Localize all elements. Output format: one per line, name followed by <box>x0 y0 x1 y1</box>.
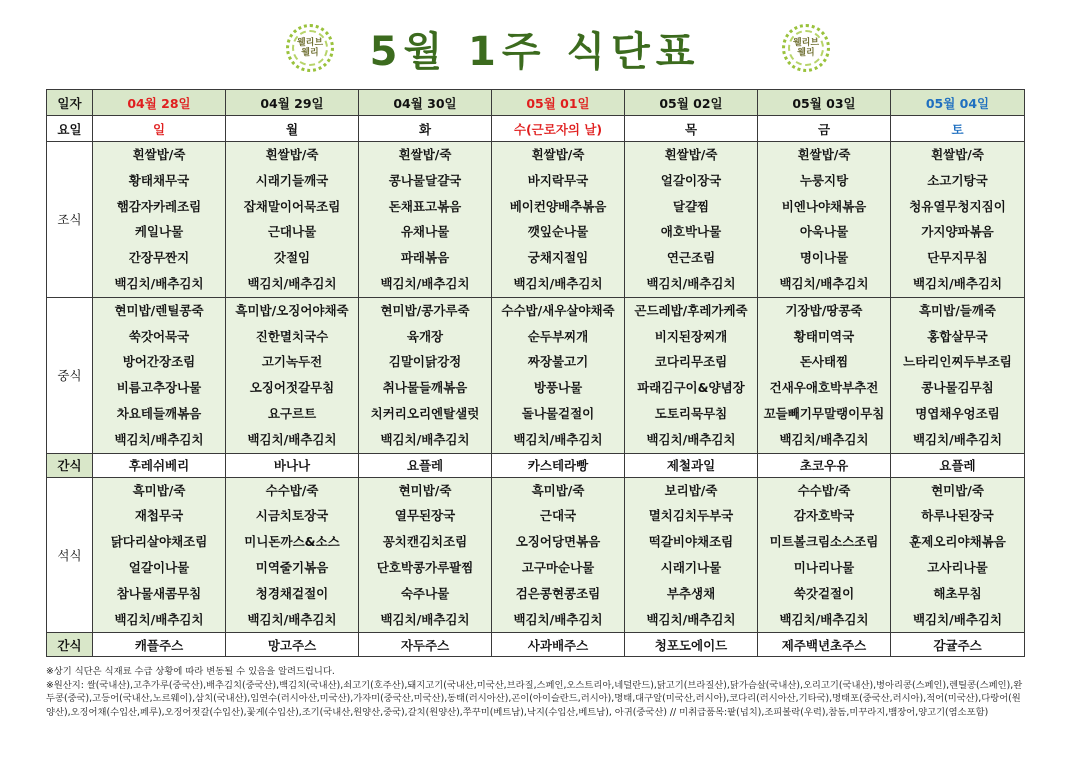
date-label: 일자 <box>47 90 93 116</box>
menu-item: 유채나물 <box>400 224 450 240</box>
menu-item: 백김치/배추김치 <box>646 611 736 627</box>
menu-item: 비엔나야채볶음 <box>781 198 867 214</box>
menu-item: 흑미밥/오징어야채죽 <box>235 302 349 318</box>
lunch-row <box>47 297 1025 453</box>
menu-item: 콩나물달걀국 <box>388 172 462 188</box>
snack-item: 청포도에이드 <box>625 633 758 657</box>
menu-item: 방풍나물 <box>533 380 583 396</box>
snack-item: 제주백년초주스 <box>758 633 891 657</box>
notes-line-1: ※상기 식단은 식재료 수급 상황에 따라 변동될 수 있음을 알려드립니다. <box>46 666 335 677</box>
menu-item: 돈채표고볶음 <box>388 198 462 214</box>
lunch-day-cell <box>93 297 226 453</box>
menu-item: 백김치/배추김치 <box>646 275 736 291</box>
menu-item: 황태채무국 <box>128 172 190 188</box>
menu-item: 백김치/배추김치 <box>380 431 470 447</box>
menu-item: 백김치/배추김치 <box>380 275 470 291</box>
lunch-day-cell <box>359 297 492 453</box>
menu-item: 누룽지탕 <box>799 172 849 188</box>
breakfast-day-cell <box>359 142 492 298</box>
snack1-row <box>47 453 1025 477</box>
dinner-day-cell <box>93 477 226 633</box>
menu-item: 미트볼크림소스조림 <box>769 534 879 550</box>
menu-item: 백김치/배추김치 <box>912 611 1003 627</box>
menu-item: 콩나물김무침 <box>921 380 994 396</box>
snack-item: 카스테라빵 <box>492 453 625 477</box>
menu-item: 현미밥/렌틸콩죽 <box>114 302 204 318</box>
menu-item: 흰쌀밥/죽 <box>931 147 984 162</box>
date-cell: 04월 29일 <box>226 90 359 116</box>
lunch-day-cell <box>758 297 891 453</box>
menu-item: 백김치/배추김치 <box>247 611 337 627</box>
menu-item: 근대나물 <box>267 224 317 240</box>
snack-item: 제철과일 <box>625 453 758 477</box>
snack-item: 요플레 <box>891 453 1025 477</box>
menu-item: 닭다리살야채조림 <box>110 534 208 550</box>
snack-item: 요플레 <box>359 453 492 477</box>
day-cell: 목 <box>625 116 758 142</box>
date-cell: 05월 04일 <box>891 90 1025 116</box>
dinner-day-cell <box>359 477 492 633</box>
breakfast-day-cell <box>625 142 758 298</box>
breakfast-day-cell <box>891 142 1025 298</box>
menu-item: 수수밥/죽 <box>797 482 851 498</box>
menu-item: 고기녹두전 <box>261 354 323 370</box>
day-cell: 수(근로자의 날) <box>492 116 625 142</box>
menu-item: 고사리나물 <box>927 559 988 575</box>
menu-item: 기장밥/땅콩죽 <box>785 302 863 318</box>
lunch-day-cell <box>891 297 1025 453</box>
menu-item: 백김치/배추김치 <box>114 431 204 447</box>
menu-item: 단호박콩가루팔찜 <box>376 559 474 575</box>
menu-item: 숙주나물 <box>400 585 450 601</box>
menu-item: 소고기탕국 <box>927 172 988 188</box>
menu-item: 해초무침 <box>933 585 982 601</box>
snack2-label: 간식 <box>47 633 93 657</box>
menu-item: 훈제오리야채볶음 <box>909 534 1006 550</box>
menu-item: 얼갈이장국 <box>660 172 722 188</box>
menu-item: 가지양파볶음 <box>921 224 994 240</box>
menu-item: 수수밥/죽 <box>265 482 319 498</box>
menu-item: 단무지무침 <box>927 250 988 266</box>
menu-item: 깻잎순나물 <box>527 224 589 240</box>
date-cell: 05월 02일 <box>625 90 758 116</box>
menu-item: 현미밥/콩가루죽 <box>380 302 470 318</box>
menu-item: 건새우애호박부추전 <box>769 380 879 396</box>
menu-item: 오징어젓갈무침 <box>249 380 335 396</box>
day-cell: 화 <box>359 116 492 142</box>
menu-item: 백김치/배추김치 <box>513 275 603 291</box>
date-cell: 04월 30일 <box>359 90 492 116</box>
snack2-row <box>47 633 1025 657</box>
menu-item: 취나물들깨볶음 <box>382 380 468 396</box>
menu-item: 요구르트 <box>267 405 317 421</box>
menu-item: 얼갈이나물 <box>128 559 190 575</box>
menu-item: 백김치/배추김치 <box>247 431 337 447</box>
menu-item: 보리밥/죽 <box>664 482 718 498</box>
menu-item: 비지된장찌개 <box>654 328 728 344</box>
snack-item: 초코우유 <box>758 453 891 477</box>
dinner-day-cell <box>226 477 359 633</box>
menu-item: 치커리오리엔탈샐럿 <box>370 405 480 421</box>
menu-item: 하루나된장국 <box>921 508 994 524</box>
day-label: 요일 <box>47 116 93 142</box>
day-cell: 일 <box>93 116 226 142</box>
menu-item: 백김치/배추김치 <box>247 275 337 291</box>
menu-item: 감자호박국 <box>793 508 855 524</box>
lunch-day-cell <box>492 297 625 453</box>
menu-item: 백김치/배추김치 <box>779 275 869 291</box>
menu-item: 현미밥/죽 <box>931 482 984 498</box>
dinner-day-cell <box>625 477 758 633</box>
menu-item: 흑미밥/죽 <box>132 482 186 498</box>
snack-item: 캐플주스 <box>93 633 226 657</box>
menu-item: 잡채말이어묵조림 <box>243 198 341 214</box>
menu-item: 연근조림 <box>666 250 716 266</box>
menu-item: 비름고추장나물 <box>116 380 202 396</box>
menu-item: 바지락무국 <box>527 172 589 188</box>
menu-item: 미니돈까스&소스 <box>244 534 340 550</box>
page-title: 5월 1주 식단표 <box>369 29 701 75</box>
dinner-label: 석식 <box>47 477 93 633</box>
logo-text: 웰리브 웰리 <box>296 38 324 58</box>
menu-item: 명엽채우엉조림 <box>915 405 1000 421</box>
date-cell: 05월 01일 <box>492 90 625 116</box>
menu-item: 궁채지절임 <box>527 250 589 266</box>
logo-right <box>782 24 830 72</box>
menu-item: 백김치/배추김치 <box>779 611 869 627</box>
menu-item: 백김치/배추김치 <box>912 275 1003 291</box>
breakfast-day-cell <box>93 142 226 298</box>
menu-item: 흑미밥/들깨죽 <box>918 302 997 318</box>
menu-item: 방어간장조림 <box>122 354 196 370</box>
snack-item: 감귤주스 <box>891 633 1025 657</box>
menu-item: 순두부찌개 <box>527 328 589 344</box>
menu-item: 흰쌀밥/죽 <box>531 147 585 162</box>
menu-item: 흰쌀밥/죽 <box>265 147 319 162</box>
date-row <box>47 90 1025 116</box>
menu-item: 시래기나물 <box>660 559 722 575</box>
menu-item: 차요테들깨볶음 <box>116 405 202 421</box>
menu-item: 참나물새콤무침 <box>116 585 202 601</box>
dinner-day-cell <box>492 477 625 633</box>
menu-item: 수수밥/새우살야채죽 <box>501 302 615 318</box>
menu-item: 백김치/배추김치 <box>513 611 603 627</box>
menu-item: 열무된장국 <box>394 508 456 524</box>
menu-item: 청유열무청지짐이 <box>909 198 1006 214</box>
lunch-day-cell <box>625 297 758 453</box>
menu-item: 멸치김치두부국 <box>648 508 734 524</box>
menu-item: 흰쌀밥/죽 <box>664 147 718 162</box>
menu-item: 흰쌀밥/죽 <box>797 147 851 162</box>
menu-item: 꽁치캔김치조림 <box>382 534 468 550</box>
menu-item: 미역줄기볶음 <box>255 559 329 575</box>
menu-item: 도토리묵무침 <box>654 405 728 421</box>
menu-item: 햄감자카레조림 <box>116 198 202 214</box>
menu-item: 돈사태찜 <box>799 354 849 370</box>
menu-item: 미나리나물 <box>793 559 855 575</box>
menu-item: 백김치/배추김치 <box>114 275 204 291</box>
menu-item: 돌나물겉절이 <box>521 405 595 421</box>
menu-item: 명이나물 <box>799 250 849 266</box>
menu-item: 갓절임 <box>273 250 311 266</box>
menu-item: 베이컨양배추볶음 <box>509 198 607 214</box>
menu-item: 고구마순나물 <box>521 559 595 575</box>
menu-item: 짜장불고기 <box>527 354 589 370</box>
date-cell: 04월 28일 <box>93 90 226 116</box>
menu-item: 진한멸치국수 <box>255 328 329 344</box>
menu-item: 흰쌀밥/죽 <box>398 147 452 162</box>
breakfast-day-cell <box>492 142 625 298</box>
menu-item: 파래볶음 <box>400 250 450 266</box>
menu-item: 느타리인찌두부조림 <box>903 354 1012 370</box>
menu-item: 근대국 <box>539 508 577 524</box>
menu-item: 김말이닭강정 <box>388 354 462 370</box>
notes-line-2: ※원산지: 쌀(국내산),고추가루(중국산),배추김치(중국산),백김치(국내산),쇠고기(호주산),돼지고기(국내산,미국산,브라질,스페인,오스트리아,네덜란드),닭고기(브라질산),닭가슴살(국내산),오리고기(국내산),병아리콩(스페인),렌틸콩(스페인),완두콩(중국),고등어(국내산,노르웨이),삼치(국내산),임연수(러시아산,미국산),가자미(중국산,미국산),동태(러시아산),곤이(아이슬란드,러시아),명태,대구알(미국산,러시아),코다리(러시아산,기타국),명태포(중국산,러시아),적어(미국산),다랑어(원양산),오징어채(수입산,페루),오징어젓갈(수입산),꽃게(수입산),조기(국내산,원양산,중국),갈치(원양산),쭈꾸미(베트남),낙지(수입산,베트남), 아귀(중국산) // 미취급품목:팥(넙치),조피볼락(우럭),참돔,미꾸라지,뱀장어,양고기(염소포함) <box>46 679 1023 718</box>
menu-item: 부추생채 <box>666 585 716 601</box>
menu-item: 백김치/배추김치 <box>779 431 869 447</box>
snack-item: 자두주스 <box>359 633 492 657</box>
menu-item: 재첩무국 <box>134 508 184 524</box>
menu-item: 쑥갓겉절이 <box>793 585 855 601</box>
menu-item: 오징어당면볶음 <box>515 534 601 550</box>
menu-table <box>46 89 1025 657</box>
menu-item: 흑미밥/죽 <box>531 482 585 498</box>
menu-item: 백김치/배추김치 <box>646 431 736 447</box>
breakfast-day-cell <box>758 142 891 298</box>
menu-item: 아욱나물 <box>799 224 849 240</box>
menu-item: 현미밥/죽 <box>398 482 452 498</box>
breakfast-label: 조식 <box>47 142 93 298</box>
snack-item: 후레쉬베리 <box>93 453 226 477</box>
breakfast-row <box>47 142 1025 298</box>
menu-item: 시래기들깨국 <box>255 172 329 188</box>
dinner-day-cell <box>891 477 1025 633</box>
menu-item: 쑥갓어묵국 <box>128 328 190 344</box>
menu-item: 달걀찜 <box>672 198 710 214</box>
snack-item: 바나나 <box>226 453 359 477</box>
menu-item: 애호박나물 <box>660 224 722 240</box>
dinner-row <box>47 477 1025 633</box>
menu-item: 시금치토장국 <box>255 508 329 524</box>
menu-item: 백김치/배추김치 <box>912 431 1003 447</box>
menu-item: 백김치/배추김치 <box>114 611 204 627</box>
menu-item: 검은콩현콩조림 <box>515 585 601 601</box>
lunch-label: 중식 <box>47 297 93 453</box>
snack1-label: 간식 <box>47 453 93 477</box>
menu-item: 청경채겉절이 <box>255 585 329 601</box>
snack-item: 망고주스 <box>226 633 359 657</box>
day-row <box>47 116 1025 142</box>
menu-item: 파래김구이&양념장 <box>637 380 745 396</box>
menu-item: 꼬들빼기무말랭이무침 <box>763 405 885 421</box>
menu-item: 백김치/배추김치 <box>513 431 603 447</box>
menu-item: 육개장 <box>406 328 444 344</box>
notes <box>46 665 1026 719</box>
menu-item: 황태미역국 <box>793 328 855 344</box>
dinner-day-cell <box>758 477 891 633</box>
day-cell: 토 <box>891 116 1025 142</box>
menu-item: 흰쌀밥/죽 <box>132 147 186 162</box>
breakfast-day-cell <box>226 142 359 298</box>
date-cell: 05월 03일 <box>758 90 891 116</box>
day-cell: 월 <box>226 116 359 142</box>
menu-item: 떡갈비야채조림 <box>648 534 734 550</box>
logo-text: 웰리브 웰리 <box>792 38 820 58</box>
menu-item: 케일나물 <box>134 224 184 240</box>
day-cell: 금 <box>758 116 891 142</box>
menu-item: 홍합살무국 <box>927 328 988 344</box>
menu-item: 백김치/배추김치 <box>380 611 470 627</box>
lunch-day-cell <box>226 297 359 453</box>
menu-item: 코다리무조림 <box>654 354 728 370</box>
menu-item: 간장무짠지 <box>128 250 190 266</box>
menu-item: 곤드레밥/후레가케죽 <box>634 302 748 318</box>
snack-item: 사과배주스 <box>492 633 625 657</box>
